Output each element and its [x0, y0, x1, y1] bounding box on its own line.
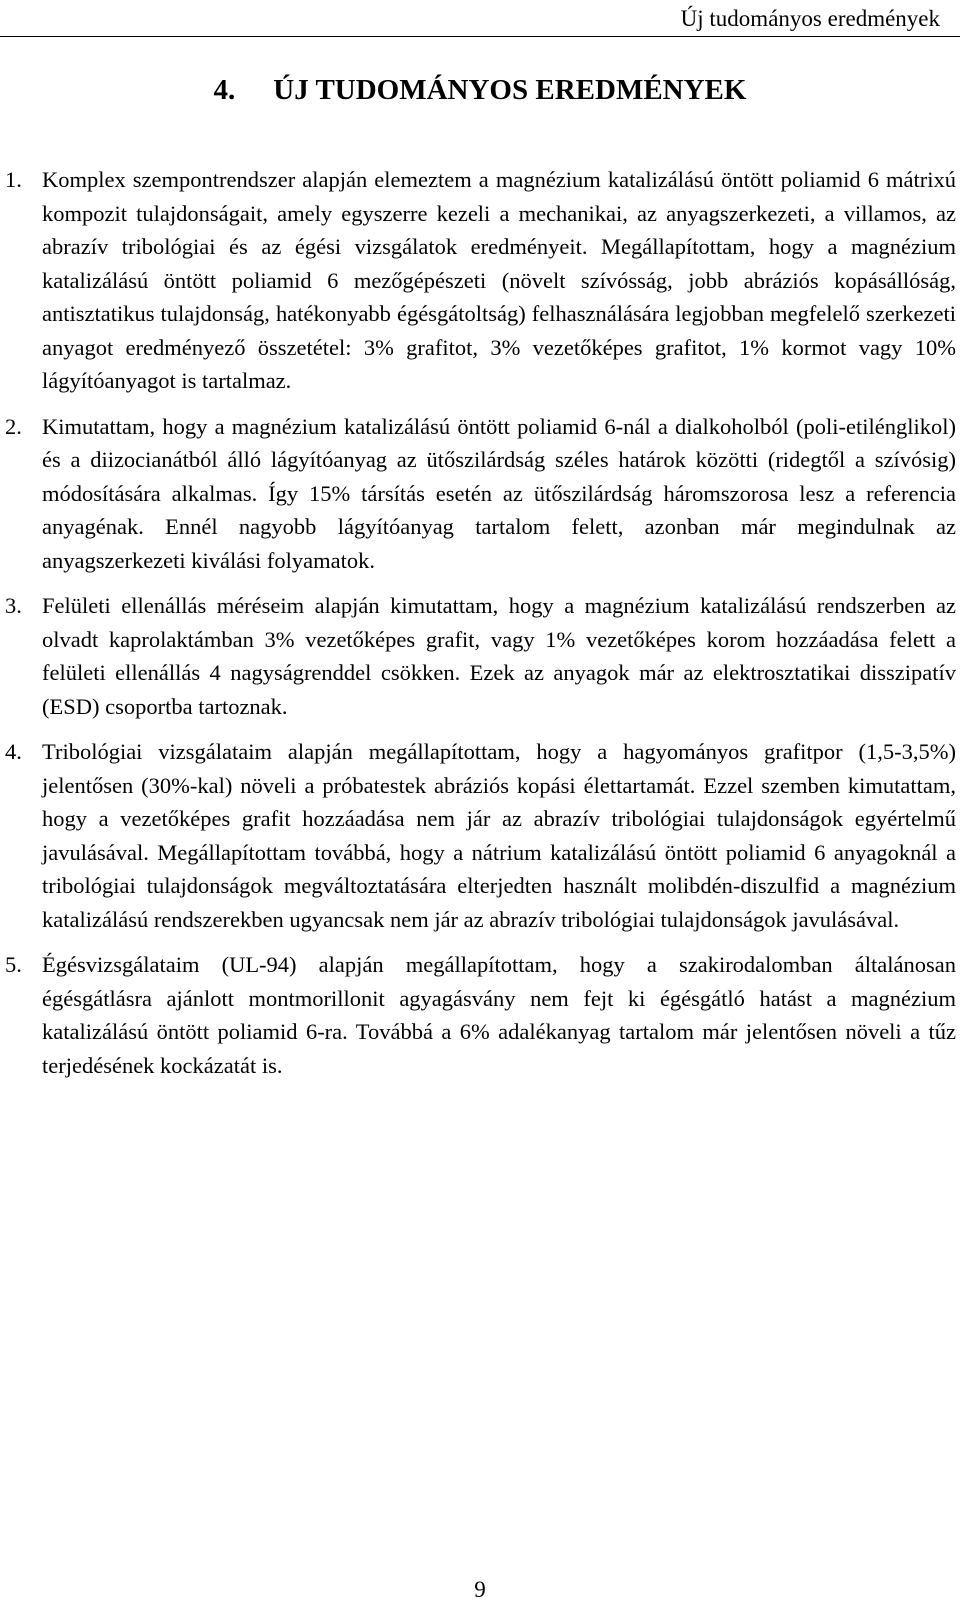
result-item-4: [0, 735, 960, 936]
result-text: Felületi ellenállás méréseim alapján kimutattam, hogy a magnézium katalizálású rendszerben az olvadt kaprolaktámban 3% vezetőképes grafit, vagy 1% vezetőképes korom hozzáadása felett a felületi ellenállás 4 nagyságrenddel csökken. Ezek az anyagok már az elektrosztatikai disszipatív (ESD) csoportba tartoznak.: [42, 593, 956, 719]
results-list: [0, 163, 960, 1094]
result-number: 5.: [5, 952, 22, 977]
chapter-number: 4.: [213, 74, 236, 106]
result-item-2: [0, 410, 960, 578]
result-item-3: [0, 589, 960, 723]
result-number: 1.: [5, 167, 22, 192]
result-item-5: [0, 948, 960, 1082]
result-text: Kimutattam, hogy a magnézium katalizálású öntött poliamid 6-nál a dialkoholból (poli-etilénglikol) és a diizocianátból álló lágyítóanyag az ütőszilárdság széles határok közötti (ridegtől a szívósig) módosítására alkalmas. Így 15% társítás esetén az ütőszilárdság háromszorosa lesz a referencia anyagénak. Ennél nagyobb lágyítóanyag tartalom felett, azonban már megindulnak az anyagszerkezeti kiválási folyamatok.: [42, 413, 956, 573]
header-divider: [0, 36, 960, 37]
result-text: Komplex szempontrendszer alapján elemeztem a magnézium katalizálású öntött poliamid 6 mátrixú kompozit tulajdonságait, amely egyszerre kezeli a mechanikai, az anyagszerkezeti, a villamos, az abrazív tribológiai és az égési vizsgálatok eredményeit. Megállapítottam, hogy a magnézium katalizálású öntött poliamid 6 mezőgépészeti (növelt szívósság, jobb abráziós kopásállóság, antisztatikus tulajdonság, hatékonyabb égésgátoltság) felhasználására legjobban megfelelő szerkezeti anyagot eredményező összetétel: 3% grafitot, 3% vezetőképes grafitot, 1% kormot vagy 10% lágyítóanyagot is tartalmaz.: [42, 167, 956, 393]
result-number: 4.: [5, 739, 22, 764]
page-number: 9: [474, 1577, 486, 1602]
chapter-title-text: ÚJ TUDOMÁNYOS EREDMÉNYEK: [273, 74, 747, 106]
running-header: Új tudományos eredmények: [680, 6, 940, 31]
result-number: 3.: [5, 593, 22, 618]
result-number: 2.: [5, 413, 22, 439]
result-text: Tribológiai vizsgálataim alapján megállapítottam, hogy a hagyományos grafitpor (1,5-3,5%) jelentősen (30%-kal) növeli a próbatestek abráziós kopási élettartamát. Ezzel szemben kimutattam, hogy a vezetőképes grafit hozzáadása nem jár az abrazív tribológiai tulajdonságok egyértelmű javulásával. Megállapítottam továbbá, hogy a nátrium katalizálású öntött poliamid 6 anyagoknál a tribológiai tulajdonságok megváltoztatására elterjedten használt molibdén-diszulfid a magnézium katalizálású rendszerekben ugyancsak nem jár az abrazív tribológiai tulajdonságok javulásával.: [42, 739, 956, 932]
result-item-1: [0, 163, 960, 398]
result-text: Égésvizsgálataim (UL-94) alapján megállapítottam, hogy a szakirodalomban általánosan égésgátlásra ajánlott montmorillonit agyagásvány nem fejt ki égésgátló hatást a magnézium katalizálású öntött poliamid 6-ra. Továbbá a 6% adalékanyag tartalom már jelentősen növeli a tűz terjedésének kockázatát is.: [42, 952, 956, 1078]
chapter-title: [0, 72, 960, 108]
